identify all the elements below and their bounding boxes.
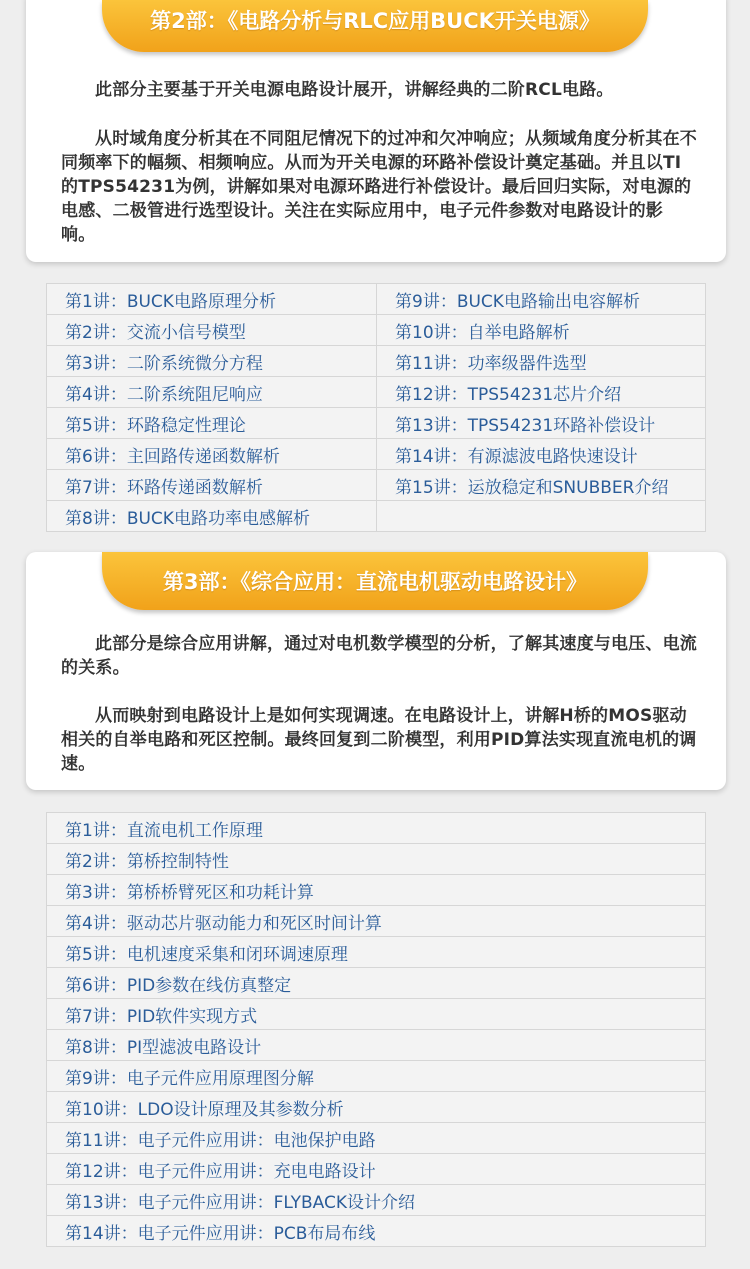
- table-row: [47, 501, 706, 532]
- lecture-item: 第4讲：二阶系统阻尼响应: [47, 377, 377, 408]
- table-row: [47, 315, 706, 346]
- table-row: [47, 999, 706, 1030]
- table-row: [47, 937, 706, 968]
- lecture-item: 第2讲：第桥控制特性: [47, 844, 706, 875]
- section-2-intro: 此部分主要基于开关电源电路设计展开，讲解经典的二阶RCL电路。: [95, 80, 614, 100]
- lecture-item: 第1讲：直流电机工作原理: [47, 813, 706, 844]
- lecture-item: 第6讲：主回路传递函数解析: [47, 439, 377, 470]
- lecture-item: 第10讲：自举电路解析: [377, 315, 706, 346]
- lecture-item: 第11讲：功率级器件选型: [377, 346, 706, 377]
- table-row: [47, 875, 706, 906]
- lecture-item: 第3讲：二阶系统微分方程: [47, 346, 377, 377]
- table-row: [47, 470, 706, 501]
- lecture-item: 第12讲：TPS54231芯片介绍: [377, 377, 706, 408]
- lecture-item: 第3讲：第桥桥臂死区和功耗计算: [47, 875, 706, 906]
- lecture-item: 第7讲：环路传递函数解析: [47, 470, 377, 501]
- lecture-item: 第13讲：TPS54231环路补偿设计: [377, 408, 706, 439]
- lecture-item: [377, 501, 706, 532]
- lecture-item: 第2讲：交流小信号模型: [47, 315, 377, 346]
- table-row: [47, 968, 706, 999]
- lecture-item: 第14讲：有源滤波电路快速设计: [377, 439, 706, 470]
- lecture-item: 第5讲：环路稳定性理论: [47, 408, 377, 439]
- table-row: [47, 408, 706, 439]
- lecture-item: 第14讲：电子元件应用讲：PCB布局布线: [47, 1216, 706, 1247]
- table-row: [47, 1154, 706, 1185]
- table-row: [47, 1092, 706, 1123]
- table-row: [47, 284, 706, 315]
- table-row: [47, 377, 706, 408]
- section-2-title: 第2部：《电路分析与RLC应用BUCK开关电源》: [102, 0, 648, 52]
- lecture-item: 第9讲：BUCK电路输出电容解析: [377, 284, 706, 315]
- table-row: [47, 1185, 706, 1216]
- table-row: [47, 906, 706, 937]
- section-2-lecture-table: [46, 283, 706, 532]
- lecture-item: 第12讲：电子元件应用讲：充电电路设计: [47, 1154, 706, 1185]
- section-3-lecture-table: [46, 812, 706, 1247]
- lecture-item: 第5讲：电机速度采集和闭环调速原理: [47, 937, 706, 968]
- table-row: [47, 1216, 706, 1247]
- table-row: [47, 1123, 706, 1154]
- lecture-item: 第9讲：电子元件应用原理图分解: [47, 1061, 706, 1092]
- section-3-title: 第3部：《综合应用：直流电机驱动电路设计》: [102, 552, 648, 610]
- lecture-item: 第1讲：BUCK电路原理分析: [47, 284, 377, 315]
- section-2-card: [26, 0, 726, 262]
- section-2-detail: 从时域角度分析其在不同阻尼情况下的过冲和欠冲响应；从频域角度分析其在不同频率下的幅频、相频响应。从而为开关电源的环路补偿设计奠定基础。并且以TI的TPS54231为例，讲解如果对电源环路进行补偿设计。最后回归实际，对电源的电感、二极管进行选型设计。关注在实际应用中，电子元件参数对电路设计的影响。: [61, 129, 697, 245]
- lecture-item: 第7讲：PID软件实现方式: [47, 999, 706, 1030]
- lecture-item: 第6讲：PID参数在线仿真整定: [47, 968, 706, 999]
- table-row: [47, 346, 706, 377]
- lecture-item: 第11讲：电子元件应用讲：电池保护电路: [47, 1123, 706, 1154]
- lecture-item: 第4讲：驱动芯片驱动能力和死区时间计算: [47, 906, 706, 937]
- table-row: [47, 1061, 706, 1092]
- lecture-item: 第15讲：运放稳定和SNUBBER介绍: [377, 470, 706, 501]
- section-3-card: [26, 552, 726, 790]
- lecture-item: 第8讲：PI型滤波电路设计: [47, 1030, 706, 1061]
- section-3-detail: 从而映射到电路设计上是如何实现调速。在电路设计上，讲解H桥的MOS驱动相关的自举电路和死区控制。最终回复到二阶模型，利用PID算法实现直流电机的调速。: [61, 706, 697, 774]
- table-row: [47, 1030, 706, 1061]
- lecture-item: 第13讲：电子元件应用讲：FLYBACK设计介绍: [47, 1185, 706, 1216]
- table-row: [47, 439, 706, 470]
- table-row: [47, 813, 706, 844]
- section-3-intro: 此部分是综合应用讲解，通过对电机数学模型的分析，了解其速度与电压、电流的关系。: [61, 634, 697, 678]
- lecture-item: 第10讲：LDO设计原理及其参数分析: [47, 1092, 706, 1123]
- lecture-item: 第8讲：BUCK电路功率电感解析: [47, 501, 377, 532]
- table-row: [47, 844, 706, 875]
